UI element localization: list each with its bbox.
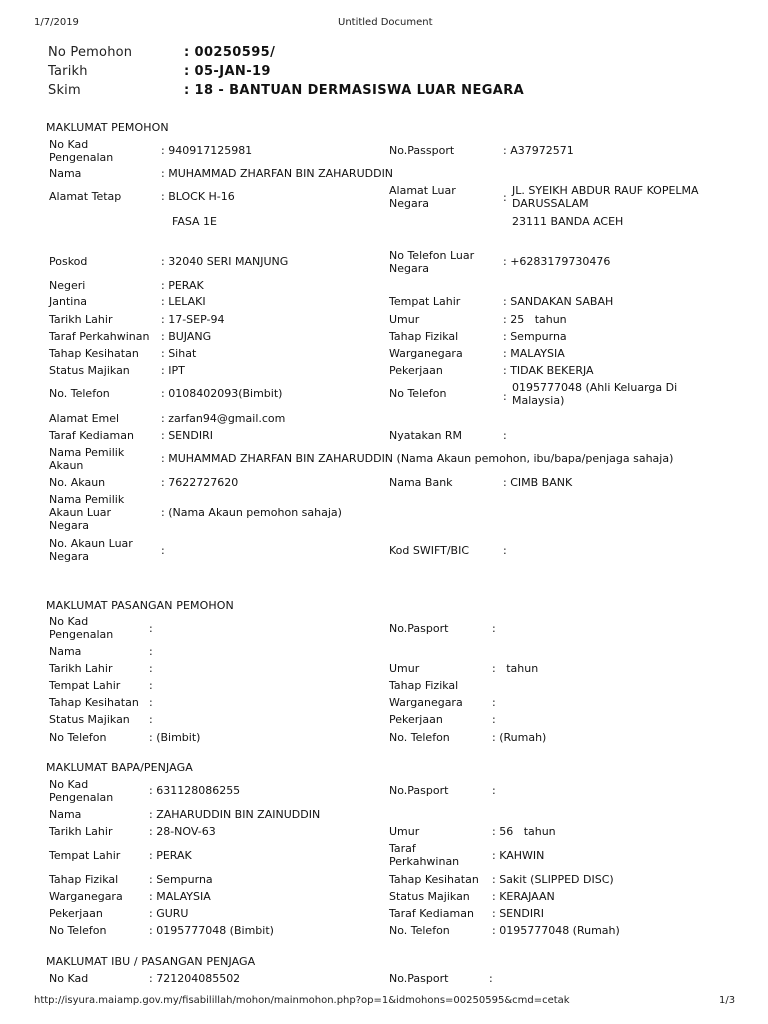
field-label-no-passport: No.Passport xyxy=(389,144,455,157)
field-value-no-kad-pengenalan: : 940917125981 xyxy=(161,144,253,157)
no-pemohon-value: : 00250595/ xyxy=(184,45,276,60)
field-label-no-telefon: No Telefon xyxy=(389,387,447,400)
field-label-pekerjaan: Pekerjaan xyxy=(389,364,443,377)
field-label-no-telefon: No. Telefon xyxy=(49,387,110,400)
field-value-poskod: : 32040 SERI MANJUNG xyxy=(161,255,289,268)
print-url: http://isyura.maiamp.gov.my/fisabilillah/mohon/mainmohon.php?op=1&idmohons=00250595&cmd=cetak xyxy=(34,995,570,1006)
field-label-warganegara: Warganegara xyxy=(389,696,463,709)
field-label-no-kad-pengenalan: No Kad Pengenalan xyxy=(49,778,114,804)
skim-label: Skim xyxy=(48,83,81,98)
section-title-pemohon: MAKLUMAT PEMOHON xyxy=(46,121,169,134)
field-value-taraf-perkahwinan: : KAHWIN xyxy=(492,849,545,862)
field-label-status-majikan: Status Majikan xyxy=(49,364,130,377)
field-value-no-kad-pengenalan: : xyxy=(149,622,153,635)
field-label-tarikh-lahir: Tarikh Lahir xyxy=(49,825,113,838)
field-value-tarikh-lahir: : 17-SEP-94 xyxy=(161,313,225,326)
field-label-no-telefon: No Telefon xyxy=(49,731,107,744)
field-value-tempat-lahir: : SANDAKAN SABAH xyxy=(503,295,614,308)
field-label-taraf-kediaman: Taraf Kediaman xyxy=(49,429,134,442)
field-value-continued: JL. SYEIKH ABDUR RAUF KOPELMA DARUSSALAM xyxy=(512,184,699,210)
field-value-jantina: : LELAKI xyxy=(161,295,206,308)
field-value-nama: : xyxy=(149,645,153,658)
field-label-jantina: Jantina xyxy=(49,295,88,308)
field-label-nama-bank: Nama Bank xyxy=(389,476,453,489)
field-label-tarikh-lahir: Tarikh Lahir xyxy=(49,313,113,326)
field-value-no-telefon: : (Bimbit) xyxy=(149,731,201,744)
field-value-taraf-kediaman: : SENDIRI xyxy=(161,429,213,442)
field-label-tahap-kesihatan: Tahap Kesihatan xyxy=(389,873,479,886)
field-value-umur: : 25 tahun xyxy=(503,313,567,326)
field-value-no-telefon: : (Rumah) xyxy=(492,731,547,744)
field-label-pekerjaan: Pekerjaan xyxy=(389,713,443,726)
field-label-tahap-fizikal: Tahap Fizikal xyxy=(389,679,459,692)
field-value-tahap-fizikal: : Sempurna xyxy=(503,330,567,343)
no-pemohon-label: No Pemohon xyxy=(48,45,133,60)
field-label-tahap-kesihatan: Tahap Kesihatan xyxy=(49,696,139,709)
section-title-ibu: MAKLUMAT IBU / PASANGAN PENJAGA xyxy=(46,955,256,968)
field-label-warganegara: Warganegara xyxy=(49,890,123,903)
field-value-warganegara: : xyxy=(492,696,496,709)
field-label-alamat-emel: Alamat Emel xyxy=(49,412,120,425)
field-label-tahap-fizikal: Tahap Fizikal xyxy=(389,330,459,343)
field-value-no-kad-pengenalan: : 631128086255 xyxy=(149,784,241,797)
print-title: Untitled Document xyxy=(338,17,433,28)
field-label-tahap-fizikal: Tahap Fizikal xyxy=(49,873,119,886)
field-value-no-kad: : 721204085502 xyxy=(149,972,241,985)
field-value-no-pasport: : xyxy=(492,622,496,635)
field-label-poskod: Poskod xyxy=(49,255,88,268)
field-value-no-passport: : A37972571 xyxy=(503,144,574,157)
field-value-umur: : 56 tahun xyxy=(492,825,556,838)
field-label-alamat-tetap: Alamat Tetap xyxy=(49,190,122,203)
field-label-nama-pemilik-akaun-luar-negara: Nama Pemilik Akaun Luar Negara xyxy=(49,493,125,532)
field-value-nama-pemilik-akaun-luar-negara: : (Nama Akaun pemohon sahaja) xyxy=(161,506,342,519)
field-value-tempat-lahir: : PERAK xyxy=(149,849,192,862)
field-label-tahap-kesihatan: Tahap Kesihatan xyxy=(49,347,139,360)
field-label-no-pasport: No.Pasport xyxy=(389,784,449,797)
field-label-taraf-perkahwinan: Taraf Perkahwinan xyxy=(49,330,150,343)
field-value-tempat-lahir: : xyxy=(149,679,153,692)
field-label-kod-swift-bic: Kod SWIFT/BIC xyxy=(389,544,470,557)
field-label-status-majikan: Status Majikan xyxy=(389,890,470,903)
field-label-status-majikan: Status Majikan xyxy=(49,713,130,726)
field-value-warganegara: : MALAYSIA xyxy=(149,890,211,903)
field-value-taraf-kediaman: : SENDIRI xyxy=(492,907,544,920)
field-label-taraf-perkahwinan: Taraf Perkahwinan xyxy=(389,842,460,868)
field-label-pekerjaan: Pekerjaan xyxy=(49,907,103,920)
field-value-alamat-emel: : zarfan94@gmail.com xyxy=(161,412,286,425)
field-label-no-telefon: No. Telefon xyxy=(389,924,450,937)
field-value-status-majikan: : KERAJAAN xyxy=(492,890,555,903)
field-label-umur: Umur xyxy=(389,313,420,326)
field-label-no-kad-pengenalan: No Kad Pengenalan xyxy=(49,615,114,641)
field-value-pekerjaan: : TIDAK BEKERJA xyxy=(503,364,594,377)
field-label-no-pasport: No.Pasport xyxy=(389,622,449,635)
field-label-no-akaun: No. Akaun xyxy=(49,476,106,489)
field-label-taraf-kediaman: Taraf Kediaman xyxy=(389,907,474,920)
field-value-continued: FASA 1E xyxy=(172,215,217,228)
field-value-taraf-perkahwinan: : BUJANG xyxy=(161,330,212,343)
tarikh-value: : 05-JAN-19 xyxy=(184,64,271,79)
field-value-continued: 23111 BANDA ACEH xyxy=(512,215,624,228)
field-value-no-pasport: : xyxy=(492,784,496,797)
field-label-nama-pemilik-akaun: Nama Pemilik Akaun xyxy=(49,446,125,472)
field-label-no-telefon-luar-negara: No Telefon Luar Negara xyxy=(389,249,475,275)
field-value-no-telefon: : 0195777048 (Rumah) xyxy=(492,924,620,937)
field-value-alamat-tetap: : BLOCK H-16 xyxy=(161,190,235,203)
field-value-pekerjaan: : xyxy=(492,713,496,726)
field-label-tempat-lahir: Tempat Lahir xyxy=(389,295,461,308)
section-title-bapa: MAKLUMAT BAPA/PENJAGA xyxy=(46,761,193,774)
field-value-no-telefon: : xyxy=(503,390,507,403)
field-value-pekerjaan: : GURU xyxy=(149,907,189,920)
field-label-tarikh-lahir: Tarikh Lahir xyxy=(49,662,113,675)
field-value-umur: : tahun xyxy=(492,662,539,675)
skim-value: : 18 - BANTUAN DERMASISWA LUAR NEGARA xyxy=(184,83,525,98)
field-label-no-telefon: No Telefon xyxy=(49,924,107,937)
field-label-tempat-lahir: Tempat Lahir xyxy=(49,849,121,862)
field-value-nama: : MUHAMMAD ZHARFAN BIN ZAHARUDDIN xyxy=(161,167,394,180)
field-label-umur: Umur xyxy=(389,825,420,838)
field-value-nyatakan-rm: : xyxy=(503,429,507,442)
field-label-tempat-lahir: Tempat Lahir xyxy=(49,679,121,692)
field-value-no-pasport: : xyxy=(489,972,493,985)
print-date: 1/7/2019 xyxy=(34,17,79,28)
section-title-pasangan: MAKLUMAT PASANGAN PEMOHON xyxy=(46,599,234,612)
field-label-nyatakan-rm: Nyatakan RM xyxy=(389,429,463,442)
field-value-tahap-kesihatan: : xyxy=(149,696,153,709)
field-value-alamat-luar-negara: : xyxy=(503,191,507,204)
field-value-no-akaun-luar-negara: : xyxy=(161,544,165,557)
tarikh-label: Tarikh xyxy=(48,64,88,79)
field-value-continued: 0195777048 (Ahli Keluarga Di Malaysia) xyxy=(512,381,678,407)
field-label-umur: Umur xyxy=(389,662,420,675)
field-value-no-telefon: : 0195777048 (Bimbit) xyxy=(149,924,274,937)
field-value-no-akaun: : 7622727620 xyxy=(161,476,239,489)
field-value-nama-bank: : CIMB BANK xyxy=(503,476,573,489)
field-value-warganegara: : MALAYSIA xyxy=(503,347,565,360)
print-page-number: 1/3 xyxy=(719,995,736,1006)
field-value-tahap-kesihatan: : Sihat xyxy=(161,347,197,360)
field-value-nama: : ZAHARUDDIN BIN ZAINUDDIN xyxy=(149,808,321,821)
field-value-nama-pemilik-akaun: : MUHAMMAD ZHARFAN BIN ZAHARUDDIN (Nama Akaun pemohon, ibu/bapa/penjaga sahaja) xyxy=(161,452,674,465)
field-label-no-kad-pengenalan: No Kad Pengenalan xyxy=(49,138,114,164)
field-value-tahap-kesihatan: : Sakit (SLIPPED DISC) xyxy=(492,873,614,886)
field-value-negeri: : PERAK xyxy=(161,279,204,292)
field-label-nama: Nama xyxy=(49,645,82,658)
field-value-kod-swift-bic: : xyxy=(503,544,507,557)
field-label-no-pasport: No.Pasport xyxy=(389,972,449,985)
field-label-warganegara: Warganegara xyxy=(389,347,463,360)
field-value-status-majikan: : xyxy=(149,713,153,726)
field-value-tahap-fizikal: : Sempurna xyxy=(149,873,213,886)
field-label-alamat-luar-negara: Alamat Luar Negara xyxy=(389,184,456,210)
field-value-no-telefon-luar-negara: : +6283179730476 xyxy=(503,255,611,268)
field-label-no-telefon: No. Telefon xyxy=(389,731,450,744)
field-label-nama: Nama xyxy=(49,167,82,180)
field-label-nama: Nama xyxy=(49,808,82,821)
field-value-tarikh-lahir: : xyxy=(149,662,153,675)
field-value-status-majikan: : IPT xyxy=(161,364,185,377)
field-value-tarikh-lahir: : 28-NOV-63 xyxy=(149,825,216,838)
field-label-no-akaun-luar-negara: No. Akaun Luar Negara xyxy=(49,537,133,563)
field-label-no-kad: No Kad xyxy=(49,972,89,985)
field-label-negeri: Negeri xyxy=(49,279,86,292)
field-value-no-telefon: : 0108402093(Bimbit) xyxy=(161,387,283,400)
